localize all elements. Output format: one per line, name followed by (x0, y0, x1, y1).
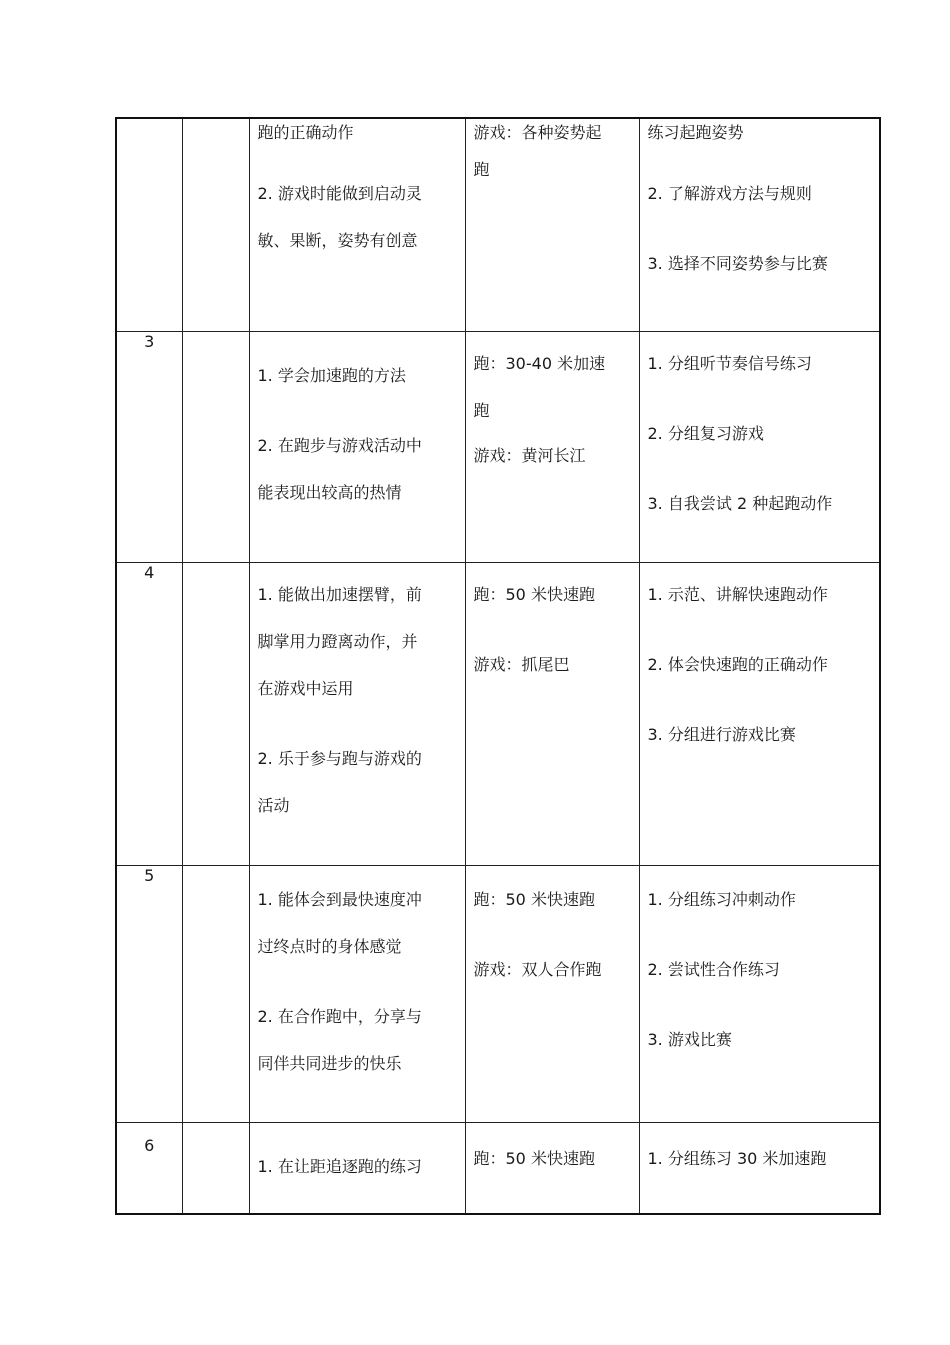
blank-cell (182, 331, 249, 562)
method-cell: 练习起跑姿势 2. 了解游戏方法与规则 3. 选择不同姿势参与比赛 (639, 118, 880, 331)
blank-cell (182, 1122, 249, 1214)
table-row (116, 562, 880, 865)
table-row (116, 865, 880, 1122)
blank-cell (182, 562, 249, 865)
lesson-number-cell: 3 (116, 331, 182, 562)
lesson-plan-table (115, 117, 881, 1215)
lesson-number-cell: 6 (116, 1122, 182, 1214)
lesson-number-cell: 4 (116, 562, 182, 865)
lesson-number-cell (116, 118, 182, 331)
method-cell: 1. 分组听节奏信号练习 2. 分组复习游戏 3. 自我尝试 2 种起跑动作 (639, 331, 880, 562)
content-cell: 跑：50 米快速跑 游戏：抓尾巴 (465, 562, 639, 865)
method-cell: 1. 分组练习 30 米加速跑 (639, 1122, 880, 1214)
table-row (116, 1122, 880, 1214)
goal-cell: 1. 能体会到最快速度冲 过终点时的身体感觉 2. 在合作跑中，分享与 同伴共同进步的快乐 (249, 865, 465, 1122)
table-row (116, 331, 880, 562)
blank-cell (182, 865, 249, 1122)
lesson-number-cell: 5 (116, 865, 182, 1122)
method-cell: 1. 示范、讲解快速跑动作 2. 体会快速跑的正确动作 3. 分组进行游戏比赛 (639, 562, 880, 865)
goal-cell: 跑的正确动作 2. 游戏时能做到启动灵 敏、果断，姿势有创意 (249, 118, 465, 331)
blank-cell (182, 118, 249, 331)
goal-cell: 1. 学会加速跑的方法 2. 在跑步与游戏活动中 能表现出较高的热情 (249, 331, 465, 562)
content-cell: 跑：50 米快速跑 游戏：双人合作跑 (465, 865, 639, 1122)
goal-cell: 1. 能做出加速摆臂，前 脚掌用力蹬离动作，并 在游戏中运用 2. 乐于参与跑与游戏的 活动 (249, 562, 465, 865)
content-cell: 游戏：各种姿势起 跑 (465, 118, 639, 331)
table-row (116, 118, 880, 331)
content-cell: 跑：30-40 米加速 跑 游戏：黄河长江 (465, 331, 639, 562)
goal-cell: 1. 在让距追逐跑的练习 (249, 1122, 465, 1214)
content-cell: 跑：50 米快速跑 (465, 1122, 639, 1214)
method-cell: 1. 分组练习冲刺动作 2. 尝试性合作练习 3. 游戏比赛 (639, 865, 880, 1122)
